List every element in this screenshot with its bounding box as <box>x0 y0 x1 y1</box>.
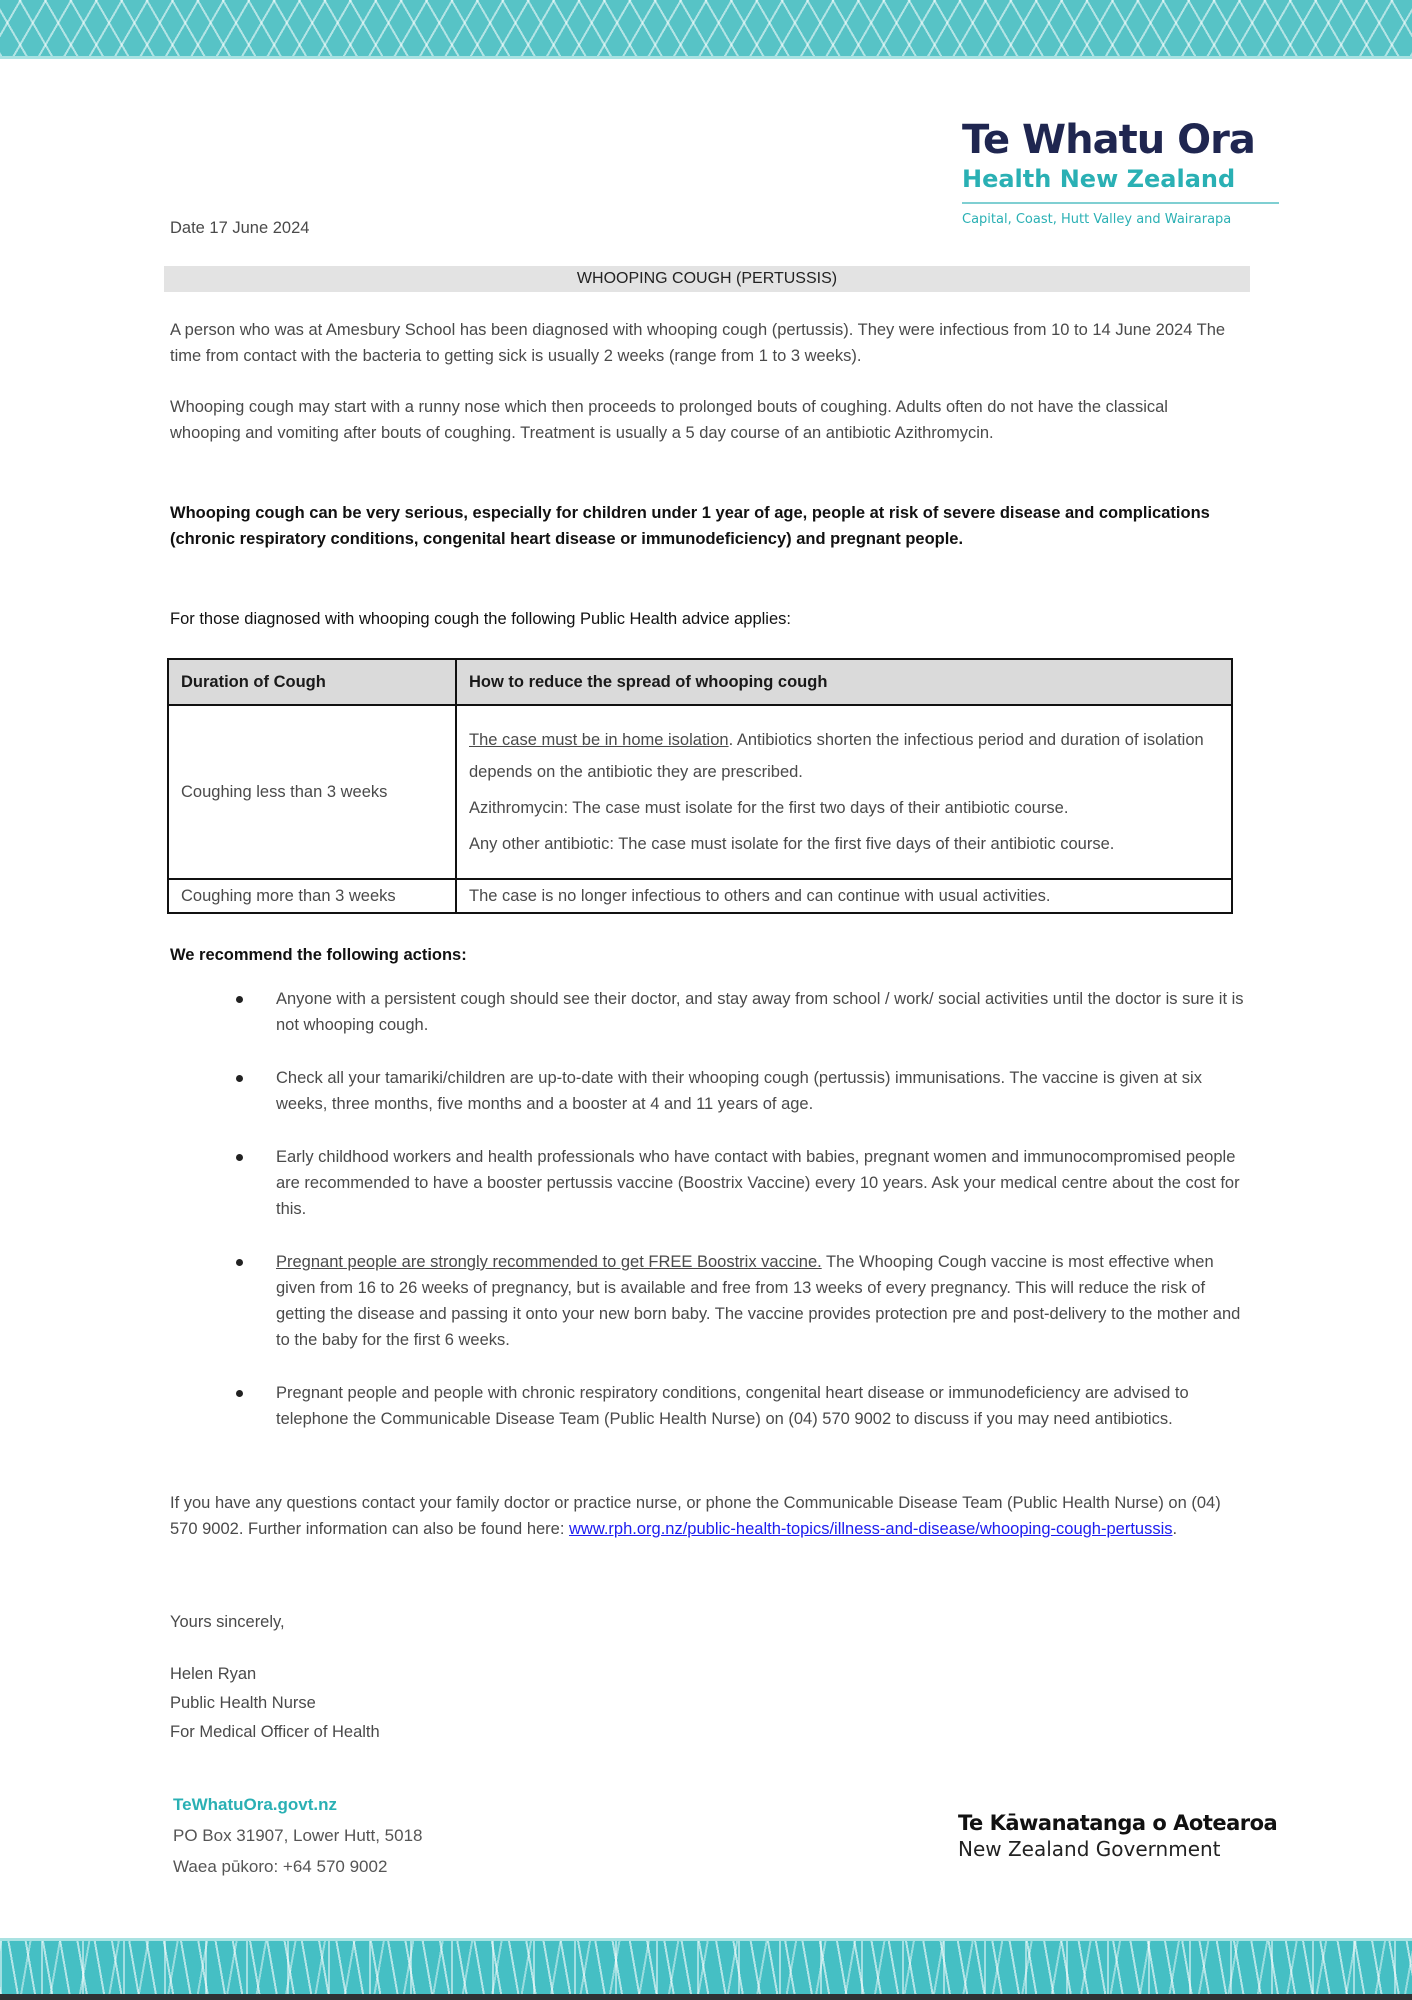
bullet-icon <box>236 1259 243 1266</box>
list-item <box>170 1249 1250 1353</box>
logo-region-text: Capital, Coast, Hutt Valley and Wairarapa <box>962 212 1232 227</box>
bullet-icon <box>236 1075 243 1082</box>
list-item-text: The Whooping Cough vaccine is most effective when given from 16 to 26 weeks of pregnancy, but is available and free from 13 weeks of every pregnancy. This will reduce the risk of getting the disease and passing it onto your new born baby. The vaccine provides protection pre and post-delivery to the mother and to the baby for the first 6 weeks. <box>276 1253 1241 1349</box>
te-whatu-ora-logo <box>962 118 1282 227</box>
salutation: Yours sincerely, <box>170 1613 285 1631</box>
bullet-icon <box>236 1154 243 1161</box>
letter-date: Date 17 June 2024 <box>170 219 310 237</box>
decorative-header-band <box>0 0 1412 59</box>
decorative-footer-band <box>0 1938 1412 1997</box>
advice-cell: The case is no longer infectious to others and can continue with usual activities. <box>456 879 1232 913</box>
logo-divider <box>962 202 1279 204</box>
advice-cell <box>456 705 1232 879</box>
page-edge-strip <box>0 1994 1412 2000</box>
nz-government-logo <box>958 1810 1277 1862</box>
list-item-text: Check all your tamariki/children are up-to-date with their whooping cough (pertussis) immunisations. The vaccine is given at six weeks, three months, five months and a booster at 4 and 11 years of age. <box>276 1069 1202 1113</box>
list-item-underlined-text: Pregnant people are strongly recommended to get FREE Boostrix vaccine. <box>276 1253 822 1271</box>
footer-website-link[interactable]: TeWhatuOra.govt.nz <box>173 1795 338 1814</box>
duration-cell: Coughing less than 3 weeks <box>168 705 456 879</box>
rph-info-link[interactable]: www.rph.org.nz/public-health-topics/illness-and-disease/whooping-cough-pertussis <box>569 1520 1173 1538</box>
footer-phone: Waea pūkoro: +64 570 9002 <box>173 1857 388 1876</box>
list-item-text: Anyone with a persistent cough should see their doctor, and stay away from school / work/ social activities until the doctor is sure it is not whooping cough. <box>276 990 1244 1034</box>
advice-other-antibiotic-line: Any other antibiotic: The case must isolate for the first five days of their antibiotic course. <box>469 835 1115 853</box>
bullet-icon <box>236 1390 243 1397</box>
advice-intro-paragraph: For those diagnosed with whooping cough the following Public Health advice applies: <box>170 610 791 628</box>
public-health-advice-table <box>167 658 1233 914</box>
column-header-duration: Duration of Cough <box>168 659 456 705</box>
advice-underlined-text: The case must be in home isolation <box>469 731 729 749</box>
govt-english-name: New Zealand Government <box>958 1837 1221 1861</box>
advice-text: . Antibiotics shorten the infectious period and duration of isolation depends on the antibiotic they are prescribed. <box>469 731 1204 781</box>
bullet-icon <box>236 996 243 1003</box>
closing-period: . <box>1172 1520 1178 1538</box>
logo-main-text: Te Whatu Ora <box>962 117 1255 163</box>
recommendations-heading: We recommend the following actions: <box>170 946 467 964</box>
footer-address: PO Box 31907, Lower Hutt, 5018 <box>173 1826 423 1845</box>
list-item <box>170 1065 1250 1117</box>
govt-maori-name: Te Kāwanatanga o Aotearoa <box>958 1811 1278 1835</box>
list-item <box>170 1144 1250 1222</box>
closing-text: If you have any questions contact your family doctor or practice nurse, or phone the Communicable Disease Team (Public Health Nurse) on (04) 570 9002. Further information can also be found here: <box>170 1494 1221 1538</box>
signatory-name: Helen Ryan <box>170 1665 257 1683</box>
list-item <box>170 986 1250 1038</box>
table-header-row <box>168 659 1232 705</box>
footer-contact <box>173 1789 423 1882</box>
severity-warning-paragraph: Whooping cough can be very serious, especially for children under 1 year of age, people at risk of severe disease and complications (chronic respiratory conditions, congenital heart disease or immunodeficiency) and pregnant people. <box>170 504 1210 548</box>
list-item <box>170 1380 1250 1432</box>
signature-block <box>170 1660 380 1747</box>
signatory-on-behalf: For Medical Officer of Health <box>170 1723 380 1741</box>
recommendations-list <box>170 986 1250 1459</box>
column-header-advice: How to reduce the spread of whooping cough <box>456 659 1232 705</box>
list-item-text: Pregnant people and people with chronic respiratory conditions, congenital heart disease or immunodeficiency are advised to telephone the Communicable Disease Team (Public Health Nurse) on (04) 570 9002 to discuss if you may need antibiotics. <box>276 1384 1189 1428</box>
table-row <box>168 879 1232 913</box>
intro-paragraph: A person who was at Amesbury School has been diagnosed with whooping cough (pertussis). They were infectious from 10 to 14 June 2024 The time from contact with the bacteria to getting sick is usually 2 weeks (range from 1 to 3 weeks). <box>170 321 1226 365</box>
advice-azithromycin-line: Azithromycin: The case must isolate for the first two days of their antibiotic course. <box>469 799 1069 817</box>
logo-sub-text: Health New Zealand <box>962 165 1236 193</box>
duration-cell: Coughing more than 3 weeks <box>168 879 456 913</box>
symptoms-paragraph: Whooping cough may start with a runny nose which then proceeds to prolonged bouts of coughing. Adults often do not have the classical whooping and vomiting after bouts of coughing. Treatment is usually a 5 day course of an antibiotic Azithromycin. <box>170 398 1168 442</box>
letter-title: WHOOPING COUGH (PERTUSSIS) <box>164 266 1250 292</box>
signatory-role: Public Health Nurse <box>170 1694 316 1712</box>
advice-isolation-line <box>469 724 1219 788</box>
closing-paragraph <box>170 1490 1250 1542</box>
table-row <box>168 705 1232 879</box>
list-item-text: Early childhood workers and health professionals who have contact with babies, pregnant women and immunocompromised people are recommended to have a booster pertussis vaccine (Boostrix Vaccine) every 10 years. Ask your medical centre about the cost for this. <box>276 1148 1240 1218</box>
